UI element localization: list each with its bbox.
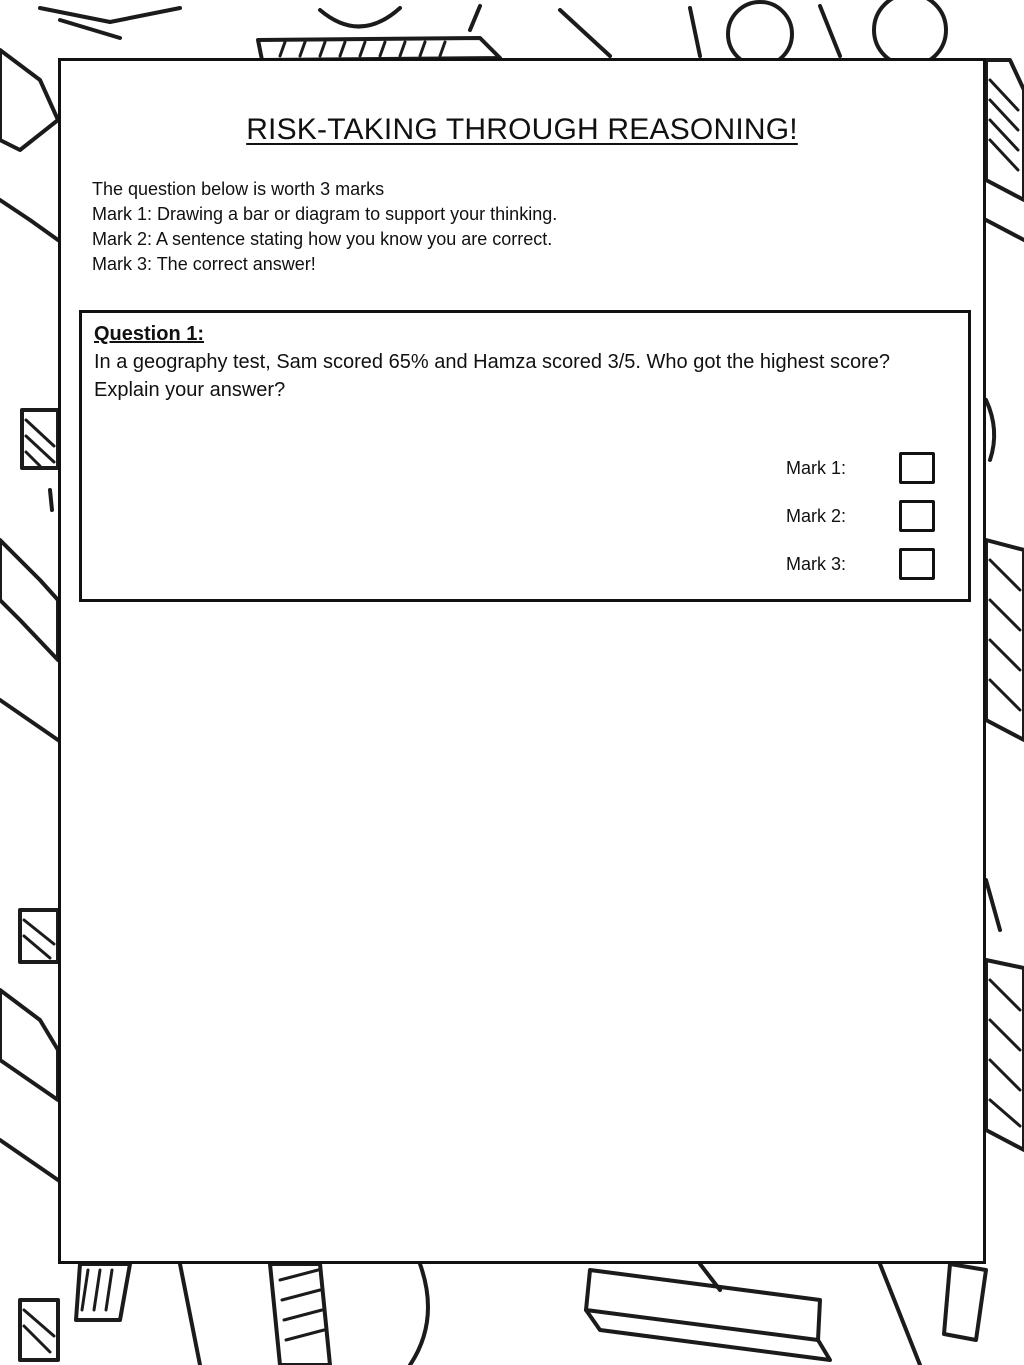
instruction-mark-1: Mark 1: Drawing a bar or diagram to support your thinking. bbox=[92, 204, 558, 224]
mark-row-2 bbox=[786, 500, 956, 534]
mark-label-1: Mark 1: bbox=[786, 458, 847, 478]
mark-2-checkbox[interactable] bbox=[899, 500, 935, 532]
worksheet-panel bbox=[58, 58, 986, 1264]
mark-1-checkbox[interactable] bbox=[899, 452, 935, 484]
question-text bbox=[94, 348, 954, 404]
instruction-mark-2: Mark 2: A sentence stating how you know you are correct. bbox=[92, 229, 553, 249]
instructions-list bbox=[92, 177, 557, 277]
mark-label-2: Mark 2: bbox=[786, 506, 847, 526]
question-line-1: In a geography test, Sam scored 65% and Hamza scored 3/5. Who got the highest score? bbox=[94, 351, 891, 373]
instruction-mark-3: Mark 3: The correct answer! bbox=[92, 254, 316, 274]
mark-row-3 bbox=[786, 548, 956, 582]
question-line-2: Explain your answer? bbox=[94, 379, 286, 401]
question-box bbox=[79, 310, 971, 602]
mark-3-checkbox[interactable] bbox=[899, 548, 935, 580]
page-title: RISK-TAKING THROUGH REASONING! bbox=[246, 113, 798, 146]
answer-area[interactable] bbox=[79, 609, 965, 1249]
mark-label-3: Mark 3: bbox=[786, 554, 847, 574]
question-heading: Question 1: bbox=[94, 323, 205, 345]
instruction-intro: The question below is worth 3 marks bbox=[92, 179, 385, 199]
mark-row-1 bbox=[786, 452, 956, 486]
